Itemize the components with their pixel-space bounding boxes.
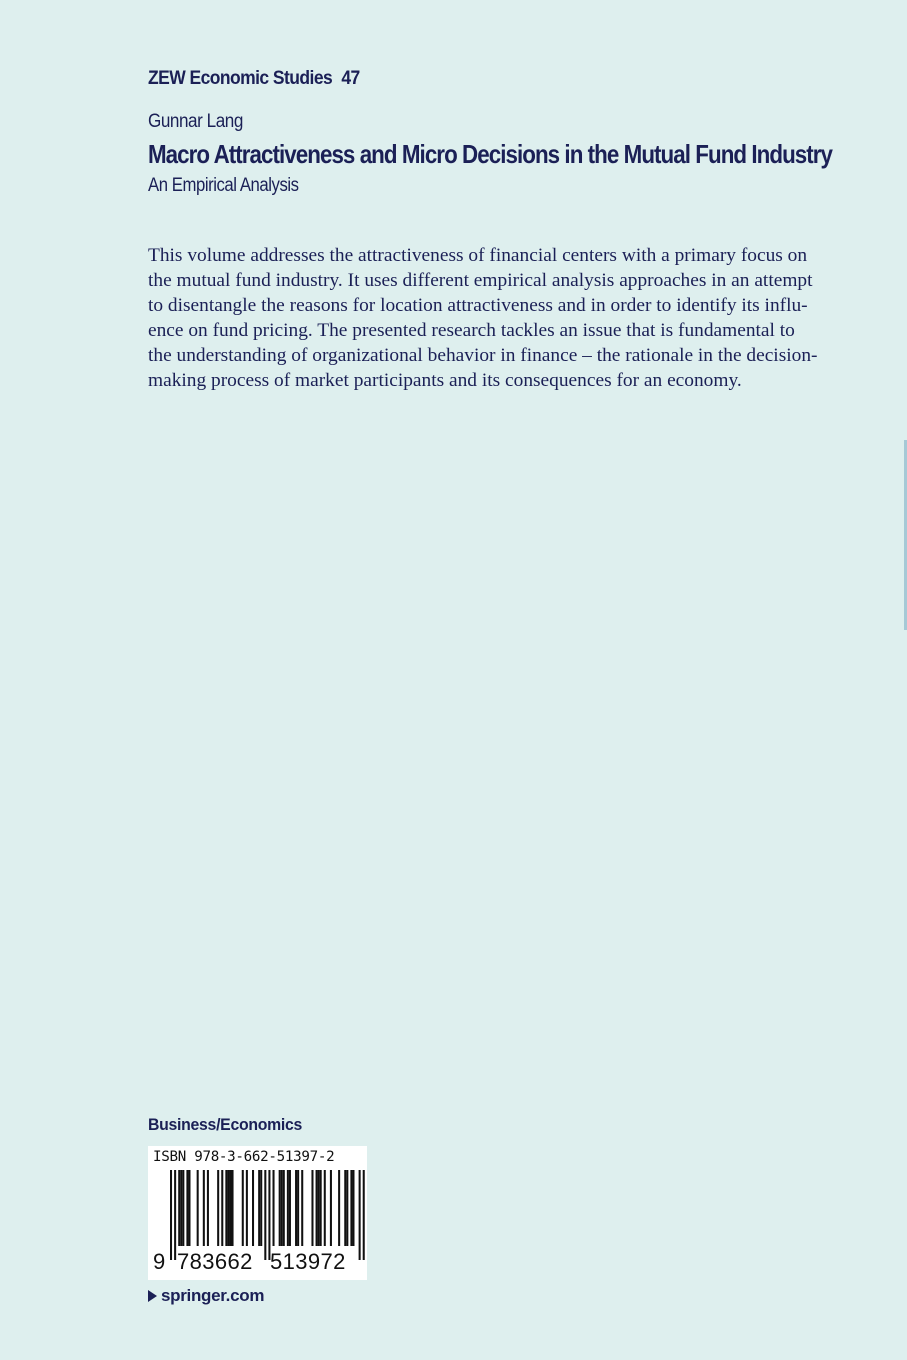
barcode-bar: [197, 1170, 199, 1246]
barcode-bar: [252, 1170, 254, 1246]
barcode-bar: [207, 1170, 209, 1246]
barcode-bar: [324, 1170, 326, 1246]
isbn-text: ISBN 978-3-662-51397-2: [153, 1149, 335, 1165]
springer-link-label: springer.com: [161, 1286, 265, 1305]
author-name: Gunnar Lang: [148, 111, 243, 132]
barcode-bar: [203, 1170, 205, 1246]
barcode-bar: [320, 1170, 322, 1246]
barcode-bar: [350, 1170, 352, 1246]
description-line: making process of market participants and its consequences for an economy.: [148, 370, 742, 391]
barcode-bar: [297, 1170, 299, 1246]
barcode-bar: [264, 1170, 266, 1260]
description-line: This volume addresses the attractiveness of financial centers with a primary focus on: [148, 245, 808, 266]
barcode-bar: [330, 1170, 332, 1246]
barcode-bar: [242, 1170, 244, 1246]
barcode-bar: [221, 1170, 223, 1246]
barcode-bar: [227, 1170, 229, 1246]
barcode-bar: [311, 1170, 313, 1246]
arrow-right-icon: [148, 1290, 157, 1302]
barcode-bar: [287, 1170, 289, 1246]
book-description: [148, 243, 828, 393]
springer-link[interactable]: [148, 1286, 264, 1306]
ean-right-digits: 513972: [270, 1249, 346, 1274]
barcode-bar: [283, 1170, 285, 1246]
series-number: 47: [341, 68, 360, 89]
barcode-bar: [180, 1170, 182, 1246]
barcode-bar: [217, 1170, 219, 1246]
series-name: ZEW Economic Studies: [148, 68, 333, 89]
description-line: the mutual fund industry. It uses different empirical analysis approaches in an attempt: [148, 270, 813, 291]
book-subtitle: An Empirical Analysis: [148, 175, 299, 196]
barcode-bar: [289, 1170, 291, 1246]
barcode-bar: [344, 1170, 346, 1246]
subject-category: Business/Economics: [148, 1115, 303, 1134]
description-line: the understanding of organizational behavior in finance – the rationale in the decision-: [148, 345, 818, 366]
barcode-bar: [232, 1170, 234, 1246]
barcode-bar: [225, 1170, 227, 1246]
series-line: [148, 68, 360, 90]
isbn-barcode: [148, 1146, 367, 1280]
barcode-bar: [338, 1170, 340, 1246]
barcode-bar: [170, 1170, 172, 1260]
description-line: to disentangle the reasons for location attractiveness and in order to identify its influ-: [148, 295, 808, 316]
description-line: ence on fund pricing. The presented research tackles an issue that is fundamental to: [148, 320, 795, 341]
barcode-bar: [186, 1170, 188, 1246]
barcode-bar: [318, 1170, 320, 1246]
ean-first-digit: 9: [153, 1249, 166, 1274]
barcode-bar: [273, 1170, 275, 1246]
barcode-bar: [295, 1170, 297, 1246]
barcode-bar: [246, 1170, 248, 1246]
barcode-bar: [316, 1170, 318, 1246]
barcode-bar: [260, 1170, 262, 1246]
barcode-bar: [182, 1170, 184, 1246]
barcode-bar: [346, 1170, 348, 1246]
barcode-bar: [178, 1170, 180, 1246]
barcode-bar: [281, 1170, 283, 1246]
barcode-bar: [258, 1170, 260, 1246]
barcode-bar: [301, 1170, 303, 1246]
book-title: Macro Attractiveness and Micro Decisions in the Mutual Fund Industry: [148, 139, 833, 169]
barcode-bar: [279, 1170, 281, 1246]
barcode-bar: [363, 1170, 365, 1260]
barcode-bar: [268, 1170, 270, 1260]
barcode-bar: [352, 1170, 354, 1246]
barcode-bar: [174, 1170, 176, 1260]
barcode-bar: [188, 1170, 190, 1246]
ean-left-digits: 783662: [177, 1249, 253, 1274]
barcode-bar: [229, 1170, 231, 1246]
barcode-bar: [359, 1170, 361, 1260]
